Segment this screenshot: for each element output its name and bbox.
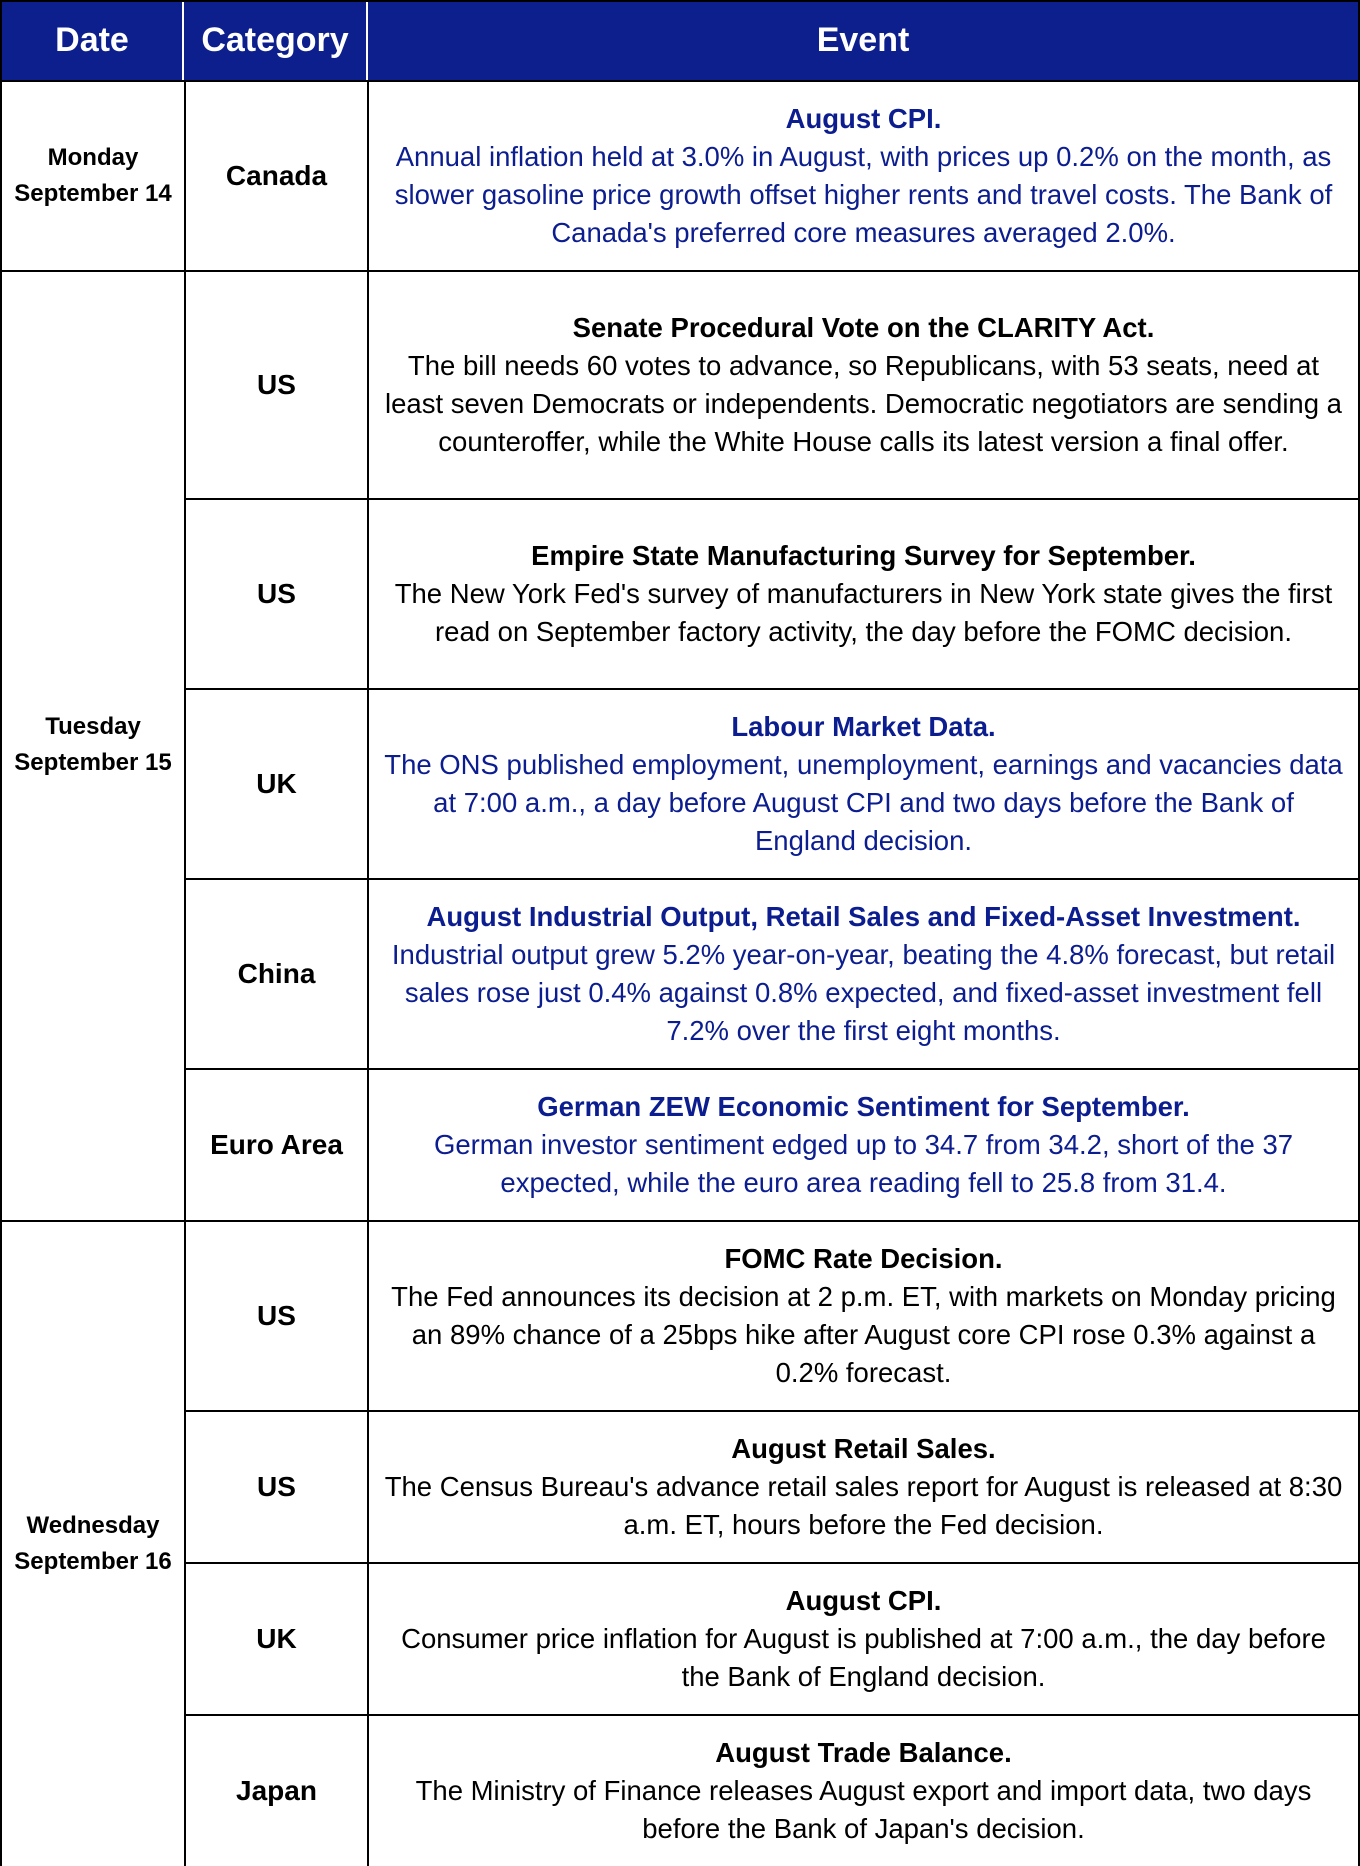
grid-line <box>0 1220 1360 1222</box>
event-body: The bill needs 60 votes to advance, so Republicans, with 53 seats, need at least seven Democrats or independents. Democratic negotiators are sending a counteroffer, while the White House calls its latest version a final offer. <box>385 350 1342 457</box>
grid-line <box>184 80 186 1866</box>
event-title: August CPI. <box>785 103 942 134</box>
date-date: September 16 <box>14 1548 172 1575</box>
event-cell <box>369 1716 1358 1866</box>
grid-line <box>184 688 1360 690</box>
event-body: The Ministry of Finance releases August export and import data, two days before the Bank of Japan's decision. <box>415 1775 1312 1844</box>
event-title: FOMC Rate Decision. <box>724 1243 1003 1274</box>
event-cell <box>369 690 1358 878</box>
event-title: German ZEW Economic Sentiment for September. <box>537 1091 1190 1122</box>
event-body: Industrial output grew 5.2% year-on-year, beating the 4.8% forecast, but retail sales rose just 0.4% against 0.8% expected, and fixed-asset investment fell 7.2% over the first eight months. <box>391 939 1336 1046</box>
event-cell <box>369 1222 1358 1410</box>
event-cell <box>369 1070 1358 1220</box>
category-cell: US <box>257 1471 296 1502</box>
event-body: The New York Fed's survey of manufacturers in New York state gives the first read on September factory activity, the day before the FOMC decision. <box>394 578 1333 647</box>
event-title: August Retail Sales. <box>731 1433 996 1464</box>
grid-line <box>184 878 1360 880</box>
event-cell <box>369 1412 1358 1562</box>
grid-line <box>184 1562 1360 1564</box>
event-title: Labour Market Data. <box>731 711 996 742</box>
date-day: Wednesday <box>26 1512 160 1539</box>
event-cell <box>369 500 1358 688</box>
event-body: Annual inflation held at 3.0% in August, with prices up 0.2% on the month, as slower gasoline price growth offset higher rents and travel costs. The Bank of Canada's preferred core measures averaged 2.0%. <box>394 141 1333 248</box>
category-cell: Euro Area <box>210 1129 343 1160</box>
date-cell-wednesday <box>2 1222 184 1866</box>
header-category: Category <box>184 0 368 80</box>
grid-line <box>0 0 1360 2</box>
grid-line <box>184 1714 1360 1716</box>
header-date: Date <box>2 0 184 80</box>
event-body: Consumer price inflation for August is published at 7:00 a.m., the day before the Bank of England decision. <box>401 1623 1326 1692</box>
event-body: The ONS published employment, unemployment, earnings and vacancies data at 7:00 a.m., a day before August CPI and two days before the Bank of England decision. <box>384 749 1343 856</box>
date-cell-monday <box>2 82 184 270</box>
grid-line <box>0 270 1360 272</box>
category-cell: US <box>257 1300 296 1331</box>
category-cell: Canada <box>225 160 328 191</box>
event-cell <box>369 1564 1358 1714</box>
category-cell: Japan <box>236 1775 317 1806</box>
date-date: September 15 <box>14 749 172 776</box>
date-day: Tuesday <box>45 713 141 740</box>
event-body: The Census Bureau's advance retail sales report for August is released at 8:30 a.m. ET, hours before the Fed decision. <box>384 1471 1343 1540</box>
grid-line <box>184 498 1360 500</box>
event-cell <box>369 82 1358 270</box>
grid-line <box>367 80 369 1866</box>
event-title: August Industrial Output, Retail Sales and Fixed-Asset Investment. <box>426 901 1301 932</box>
category-cell: UK <box>256 1623 297 1654</box>
event-title: August Trade Balance. <box>715 1737 1012 1768</box>
event-body: The Fed announces its decision at 2 p.m. ET, with markets on Monday pricing an 89% chance of a 25bps hike after August core CPI rose 0.3% against a 0.2% forecast. <box>391 1281 1336 1388</box>
grid-line <box>184 1068 1360 1070</box>
category-cell: US <box>257 578 296 609</box>
event-title: Empire State Manufacturing Survey for September. <box>531 540 1196 571</box>
grid-line <box>184 1410 1360 1412</box>
category-cell: UK <box>256 768 297 799</box>
date-date: September 14 <box>14 180 172 207</box>
event-body: German investor sentiment edged up to 34.7 from 34.2, short of the 37 expected, while the euro area reading fell to 25.8 from 31.4. <box>433 1129 1294 1198</box>
date-cell-tuesday <box>2 272 184 1218</box>
header-event: Event <box>368 0 1358 80</box>
event-cell <box>369 880 1358 1068</box>
event-title: August CPI. <box>785 1585 942 1616</box>
grid-line <box>0 80 1360 82</box>
grid-line <box>0 0 2 1866</box>
event-cell <box>369 272 1358 498</box>
date-day: Monday <box>47 144 139 171</box>
category-cell: China <box>237 958 316 989</box>
event-title: Senate Procedural Vote on the CLARITY Act. <box>572 312 1155 343</box>
category-cell: US <box>257 369 296 400</box>
